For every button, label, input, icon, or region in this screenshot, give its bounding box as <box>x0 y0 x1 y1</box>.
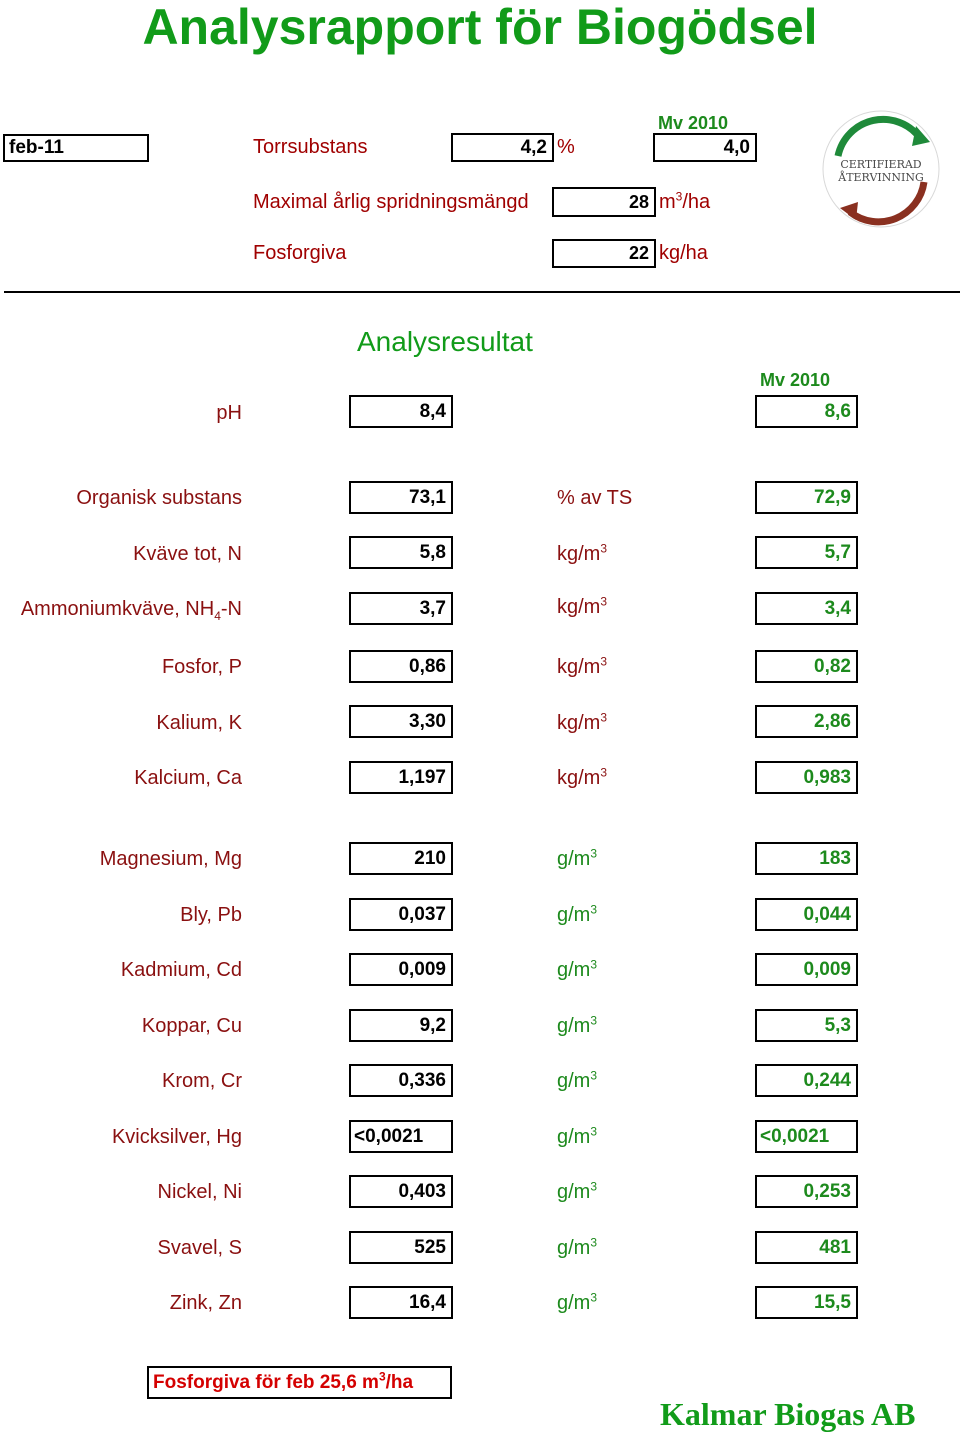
result-unit: $g/m^3$ <box>557 1235 598 1259</box>
result-label: Koppar, Cu <box>141 1015 242 1037</box>
result-mv: 481 <box>755 1231 858 1264</box>
result-label: Zink, Zn <box>169 1292 242 1314</box>
result-unit: $g/m^3$ <box>557 1068 598 1092</box>
result-value: 5,8 <box>349 536 453 569</box>
result-value: 0,403 <box>349 1175 453 1208</box>
max-spridning-value: 28 <box>552 187 656 217</box>
fosforgiva-label: Fosforgiva <box>253 242 347 264</box>
result-label: Kalium, K <box>156 712 242 734</box>
section-title: Analysresultat <box>357 326 533 357</box>
result-unit: $g/m^3$ <box>557 1013 598 1037</box>
result-unit: $g/m^3$ <box>557 1290 598 1314</box>
result-mv: 72,9 <box>755 481 858 514</box>
result-label: Svavel, S <box>157 1237 242 1259</box>
result-unit: $kg/m^3$ <box>557 765 608 789</box>
result-mv: 0,983 <box>755 761 858 794</box>
ph-mv: 8,6 <box>755 395 858 428</box>
result-value: 0,336 <box>349 1064 453 1097</box>
ph-label: pH <box>216 402 242 424</box>
result-label: Kalcium, Ca <box>134 767 242 789</box>
result-label: Bly, Pb <box>180 904 242 926</box>
result-mv: 5,7 <box>755 536 858 569</box>
page-title: Analysrapport för Biogödsel <box>142 0 818 55</box>
max-spridning-unit: $m^3/ha$ <box>659 189 711 213</box>
torrsubstans-value: 4,2 <box>451 133 554 162</box>
result-mv: 3,4 <box>755 592 858 625</box>
result-label: Magnesium, Mg <box>99 848 242 870</box>
result-mv: 183 <box>755 842 858 875</box>
ph-value: 8,4 <box>349 395 453 428</box>
result-mv: 0,044 <box>755 898 858 931</box>
result-value: <0,0021 <box>349 1120 453 1153</box>
fosforgiva-note: Fosforgiva för feb 25,6 $m^3/ha$ <box>147 1366 452 1399</box>
result-value: 73,1 <box>349 481 453 514</box>
result-unit: $g/m^3$ <box>557 902 598 926</box>
result-unit: $kg/m^3$ <box>557 541 608 565</box>
torrsubstans-mv: 4,0 <box>653 133 757 162</box>
result-label: Nickel, Ni <box>157 1181 242 1203</box>
result-mv: <0,0021 <box>755 1120 858 1153</box>
result-mv: 0,009 <box>755 953 858 986</box>
logo-line1: CERTIFIERAD <box>840 158 922 171</box>
result-value: 0,86 <box>349 650 453 683</box>
result-value: 9,2 <box>349 1009 453 1042</box>
torrsubstans-label: Torrsubstans <box>253 136 368 158</box>
result-mv: 0,82 <box>755 650 858 683</box>
result-label: Kadmium, Cd <box>120 959 242 981</box>
result-value: 525 <box>349 1231 453 1264</box>
result-value: 0,009 <box>349 953 453 986</box>
company-name: Kalmar Biogas AB <box>660 1396 916 1432</box>
result-label: Organisk substans <box>76 487 242 509</box>
max-spridning-label: Maximal årlig spridningsmängd <box>253 191 529 213</box>
torrsubstans-unit: % <box>557 136 575 158</box>
result-label: Fosfor, P <box>161 656 242 678</box>
result-label: Ammoniumkväve, $NH_4-N$ <box>20 598 242 623</box>
result-mv: 0,253 <box>755 1175 858 1208</box>
logo-line2: ÅTERVINNING <box>838 171 924 184</box>
result-value: 0,037 <box>349 898 453 931</box>
fosforgiva-unit: kg/ha <box>659 242 708 264</box>
result-unit: $kg/m^3$ <box>557 654 608 678</box>
mv-label-top: Mv 2010 <box>658 113 729 133</box>
result-mv: 15,5 <box>755 1286 858 1319</box>
result-value: 16,4 <box>349 1286 453 1319</box>
result-value: 1,197 <box>349 761 453 794</box>
fosforgiva-value: 22 <box>552 239 656 268</box>
result-unit: $g/m^3$ <box>557 957 598 981</box>
result-unit: $g/m^3$ <box>557 846 598 870</box>
result-unit: $kg/m^3$ <box>557 594 608 618</box>
result-label: Kvicksilver, Hg <box>111 1126 242 1148</box>
result-value: 3,7 <box>349 592 453 625</box>
period-field: feb-11 <box>3 134 149 162</box>
result-unit: $g/m^3$ <box>557 1179 598 1203</box>
result-unit: $kg/m^3$ <box>557 710 608 734</box>
result-label: Kväve tot, N <box>133 543 242 565</box>
result-label: Krom, Cr <box>162 1070 242 1092</box>
result-mv: 5,3 <box>755 1009 858 1042</box>
mv-label-results: Mv 2010 <box>760 370 831 390</box>
result-mv: 2,86 <box>755 705 858 738</box>
result-unit: $g/m^3$ <box>557 1124 598 1148</box>
result-value: 3,30 <box>349 705 453 738</box>
recycle-logo-icon <box>820 108 942 230</box>
result-unit: % av TS <box>557 487 633 509</box>
result-value: 210 <box>349 842 453 875</box>
certifierad-atervinning-logo <box>820 108 942 230</box>
result-mv: 0,244 <box>755 1064 858 1097</box>
section-divider <box>4 291 960 293</box>
